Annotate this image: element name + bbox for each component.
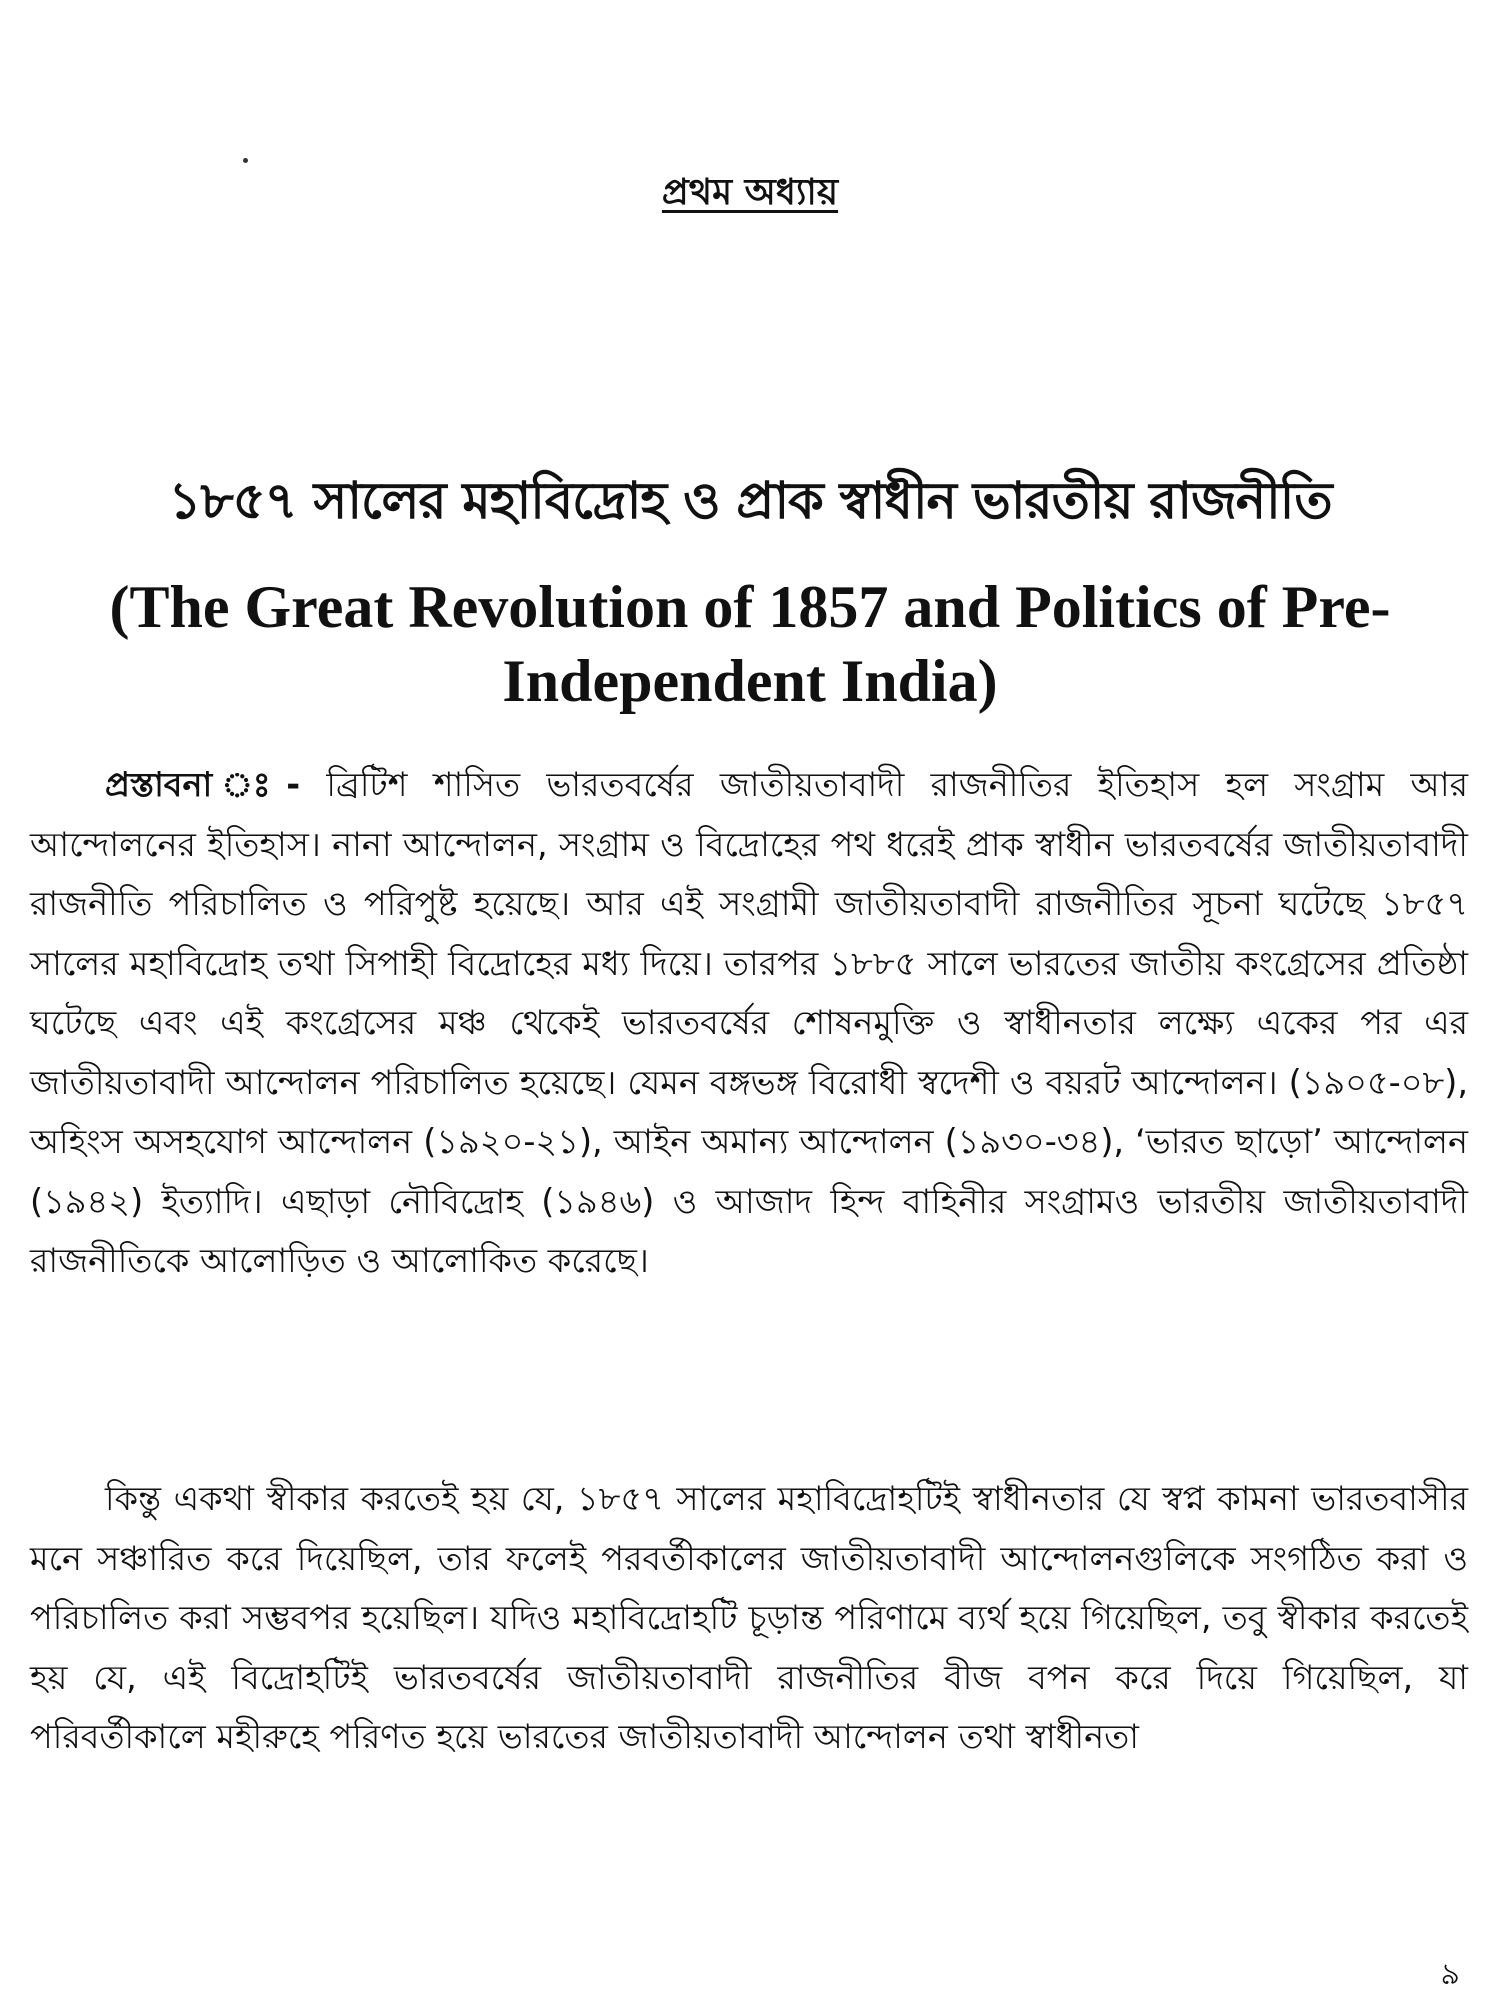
paragraph-lead: প্রস্তাবনা ঃ-	[105, 765, 301, 804]
chapter-label: প্রথম অধ্যায়	[661, 172, 839, 213]
paragraph-second: কিন্তু একথা স্বীকার করতেই হয় যে, ১৮৫৭ সালের মহাবিদ্রোহটিই স্বাধীনতার যে স্বপ্ন কামনা ভারতবাসীর মনে সঞ্চারিত করে দিয়েছিল, তার ফলেই পরবর্তীকালের জাতীয়তাবাদী আন্দোলনগুলিকে সংগঠিত করা ও পরিচালিত করা সম্ভবপর হয়েছিল। যদিও মহাবিদ্রোহটি চূড়ান্ত পরিণামে ব্যর্থ হয়ে গিয়েছিল, তবু স্বীকার করতেই হয় যে, এই বিদ্রোহটিই ভারতবর্ষের জাতীয়তাবাদী রাজনীতির বীজ বপন করে দিয়ে গিয়েছিল, যা পরিবর্তীকালে মহীরুহে পরিণত হয়ে ভারতের জাতীয়তাবাদী আন্দোলন তথা স্বাধীনতা	[30, 1479, 1468, 1756]
chapter-title-bengali: ১৮৫৭ সালের মহাবিদ্রোহ ও প্রাক স্বাধীন ভারতীয় রাজনীতি	[168, 472, 1332, 531]
scan-speck	[243, 158, 248, 163]
chapter-title-english: (The Great Revolution of 1857 and Politics of Pre-Independent India)	[109, 574, 1391, 714]
paragraph-introduction	[30, 755, 1468, 1291]
page-number: ৯	[1440, 1957, 1460, 1992]
paragraph-text: ব্রিটিশ শাসিত ভারতবর্ষের জাতীয়তাবাদী রাজনীতির ইতিহাস হল সংগ্রাম আর আন্দোলনের ইতিহাস। নানা আন্দোলন, সংগ্রাম ও বিদ্রোহের পথ ধরেই প্রাক স্বাধীন ভারতবর্ষের জাতীয়তাবাদী রাজনীতি পরিচালিত ও পরিপুষ্ট হয়েছে। আর এই সংগ্রামী জাতীয়তাবাদী রাজনীতির সূচনা ঘটেছে ১৮৫৭ সালের মহাবিদ্রোহ তথা সিপাহী বিদ্রোহের মধ্য দিয়ে। তারপর ১৮৮৫ সালে ভারতের জাতীয় কংগ্রেসের প্রতিষ্ঠা ঘটেছে এবং এই কংগ্রেসের মঞ্চ থেকেই ভারতবর্ষের শোষনমুক্তি ও স্বাধীনতার লক্ষ্যে একের পর এর জাতীয়তাবাদী আন্দোলন পরিচালিত হয়েছে। যেমন বঙ্গভঙ্গ বিরোধী স্বদেশী ও বয়রট আন্দোলন। (১৯০৫-০৮), অহিংস অসহযোগ আন্দোলন (১৯২০-২১), আইন অমান্য আন্দোলন (১৯৩০-৩৪), ‘ভারত ছাড়ো’ আন্দোলন (১৯৪২) ইত্যাদি। এছাড়া নৌবিদ্রোহ (১৯৪৬) ও আজাদ হিন্দ বাহিনীর সংগ্রামও ভারতীয় জাতীয়তাবাদী রাজনীতিকে আলোড়িত ও আলোকিত করেছে।	[30, 765, 1468, 1280]
